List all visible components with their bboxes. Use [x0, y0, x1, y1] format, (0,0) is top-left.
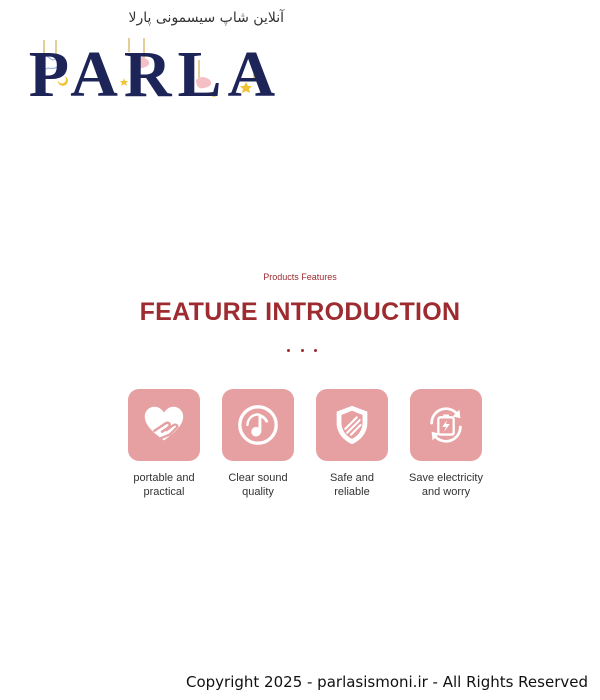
feature-item-electricity: [400, 389, 492, 499]
footer-copyright: Copyright 2025 - parlasismoni.ir - All Rights Reserved: [186, 673, 588, 691]
feature-label: portable and practical: [133, 472, 195, 498]
feature-tile: [222, 389, 294, 461]
feature-label: Clear sound quality: [228, 472, 288, 498]
feature-list: [118, 389, 494, 509]
headline-dots-divider: [287, 349, 317, 359]
feature-tile: [128, 389, 200, 461]
feature-tile: [316, 389, 388, 461]
logo-text: PARLA: [28, 38, 282, 108]
section-headline: FEATURE INTRODUCTION: [139, 298, 461, 326]
feature-label: Safe and reliable: [329, 472, 375, 498]
feature-tile: [410, 389, 482, 461]
feature-item-sound: [212, 389, 304, 499]
heart-with-hand-icon: [141, 402, 187, 448]
shield-icon: [329, 402, 375, 448]
music-note-icon: [235, 402, 281, 448]
logo-tagline: آنلاین شاپ سیسمونی پارلا: [128, 10, 284, 26]
feature-item-safe: [306, 389, 398, 499]
feature-item-portable: [118, 389, 210, 499]
logo-wordmark: [14, 30, 296, 108]
section-eyebrow: Products Features: [263, 272, 337, 282]
feature-label: Save electricity and worry: [409, 472, 483, 498]
battery-recycle-icon: [423, 402, 469, 448]
site-logo[interactable]: [14, 6, 296, 106]
